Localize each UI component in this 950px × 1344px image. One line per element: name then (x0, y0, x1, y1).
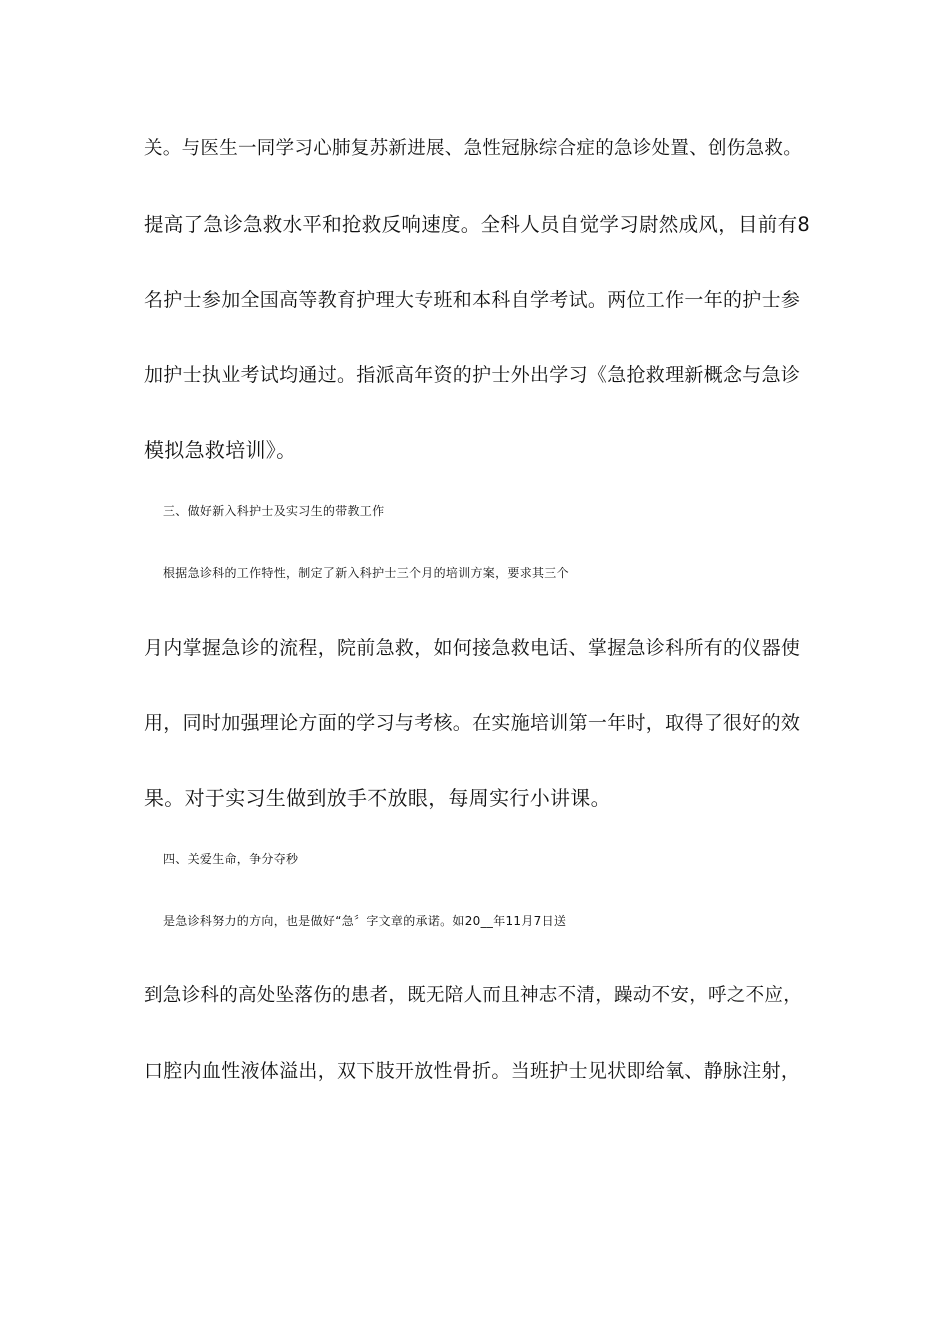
text-line: 口腔内血性液体溢出，双下肢开放性骨折。当班护士见状即给氧、静脉注射， (144, 1060, 801, 1082)
section-heading: 四、关爱生命，争分夺秒 (163, 852, 299, 866)
text-line: 果。对于实习生做到放手不放眼，每周实行小讲课。 (144, 786, 611, 810)
text-line: 到急诊科的高处坠落伤的患者，既无陪人而且神志不清，躁动不安，呼之不应， (144, 985, 803, 1006)
text-line: 名护士参加全国高等教育护理大专班和本科自学考试。两位工作一年的护士参 (144, 289, 801, 311)
section-heading: 三、做好新入科护士及实习生的带教工作 (163, 504, 385, 518)
text-line: 关。与医生一同学习心肺复苏新进展、急性冠脉综合症的急诊处置、创伤急救。 (144, 138, 803, 159)
text-line: 月内掌握急诊的流程，院前急救，如何接急救电话、掌握急诊科所有的仪器使 (144, 637, 801, 659)
text-line: 用，同时加强理论方面的学习与考核。在实施培训第一年时，取得了很好的效 (144, 712, 801, 734)
text-line: 模拟急救培训》。 (144, 438, 297, 462)
text-line: 加护士执业考试均通过。指派高年资的护士外出学习《急抢救理新概念与急诊 (144, 364, 801, 386)
paragraph-first-line: 根据急诊科的工作特性，制定了新入科护士三个月的培训方案，要求其三个 (163, 566, 569, 580)
text-line: 提高了急诊急救水平和抢救反响速度。全科人员自觉学习尉然成风，目前有8 (144, 213, 811, 236)
paragraph-first-line: 是急诊科努力的方向，也是做好“急〞字文章的承诺。如20__年11月7日送 (163, 914, 567, 928)
